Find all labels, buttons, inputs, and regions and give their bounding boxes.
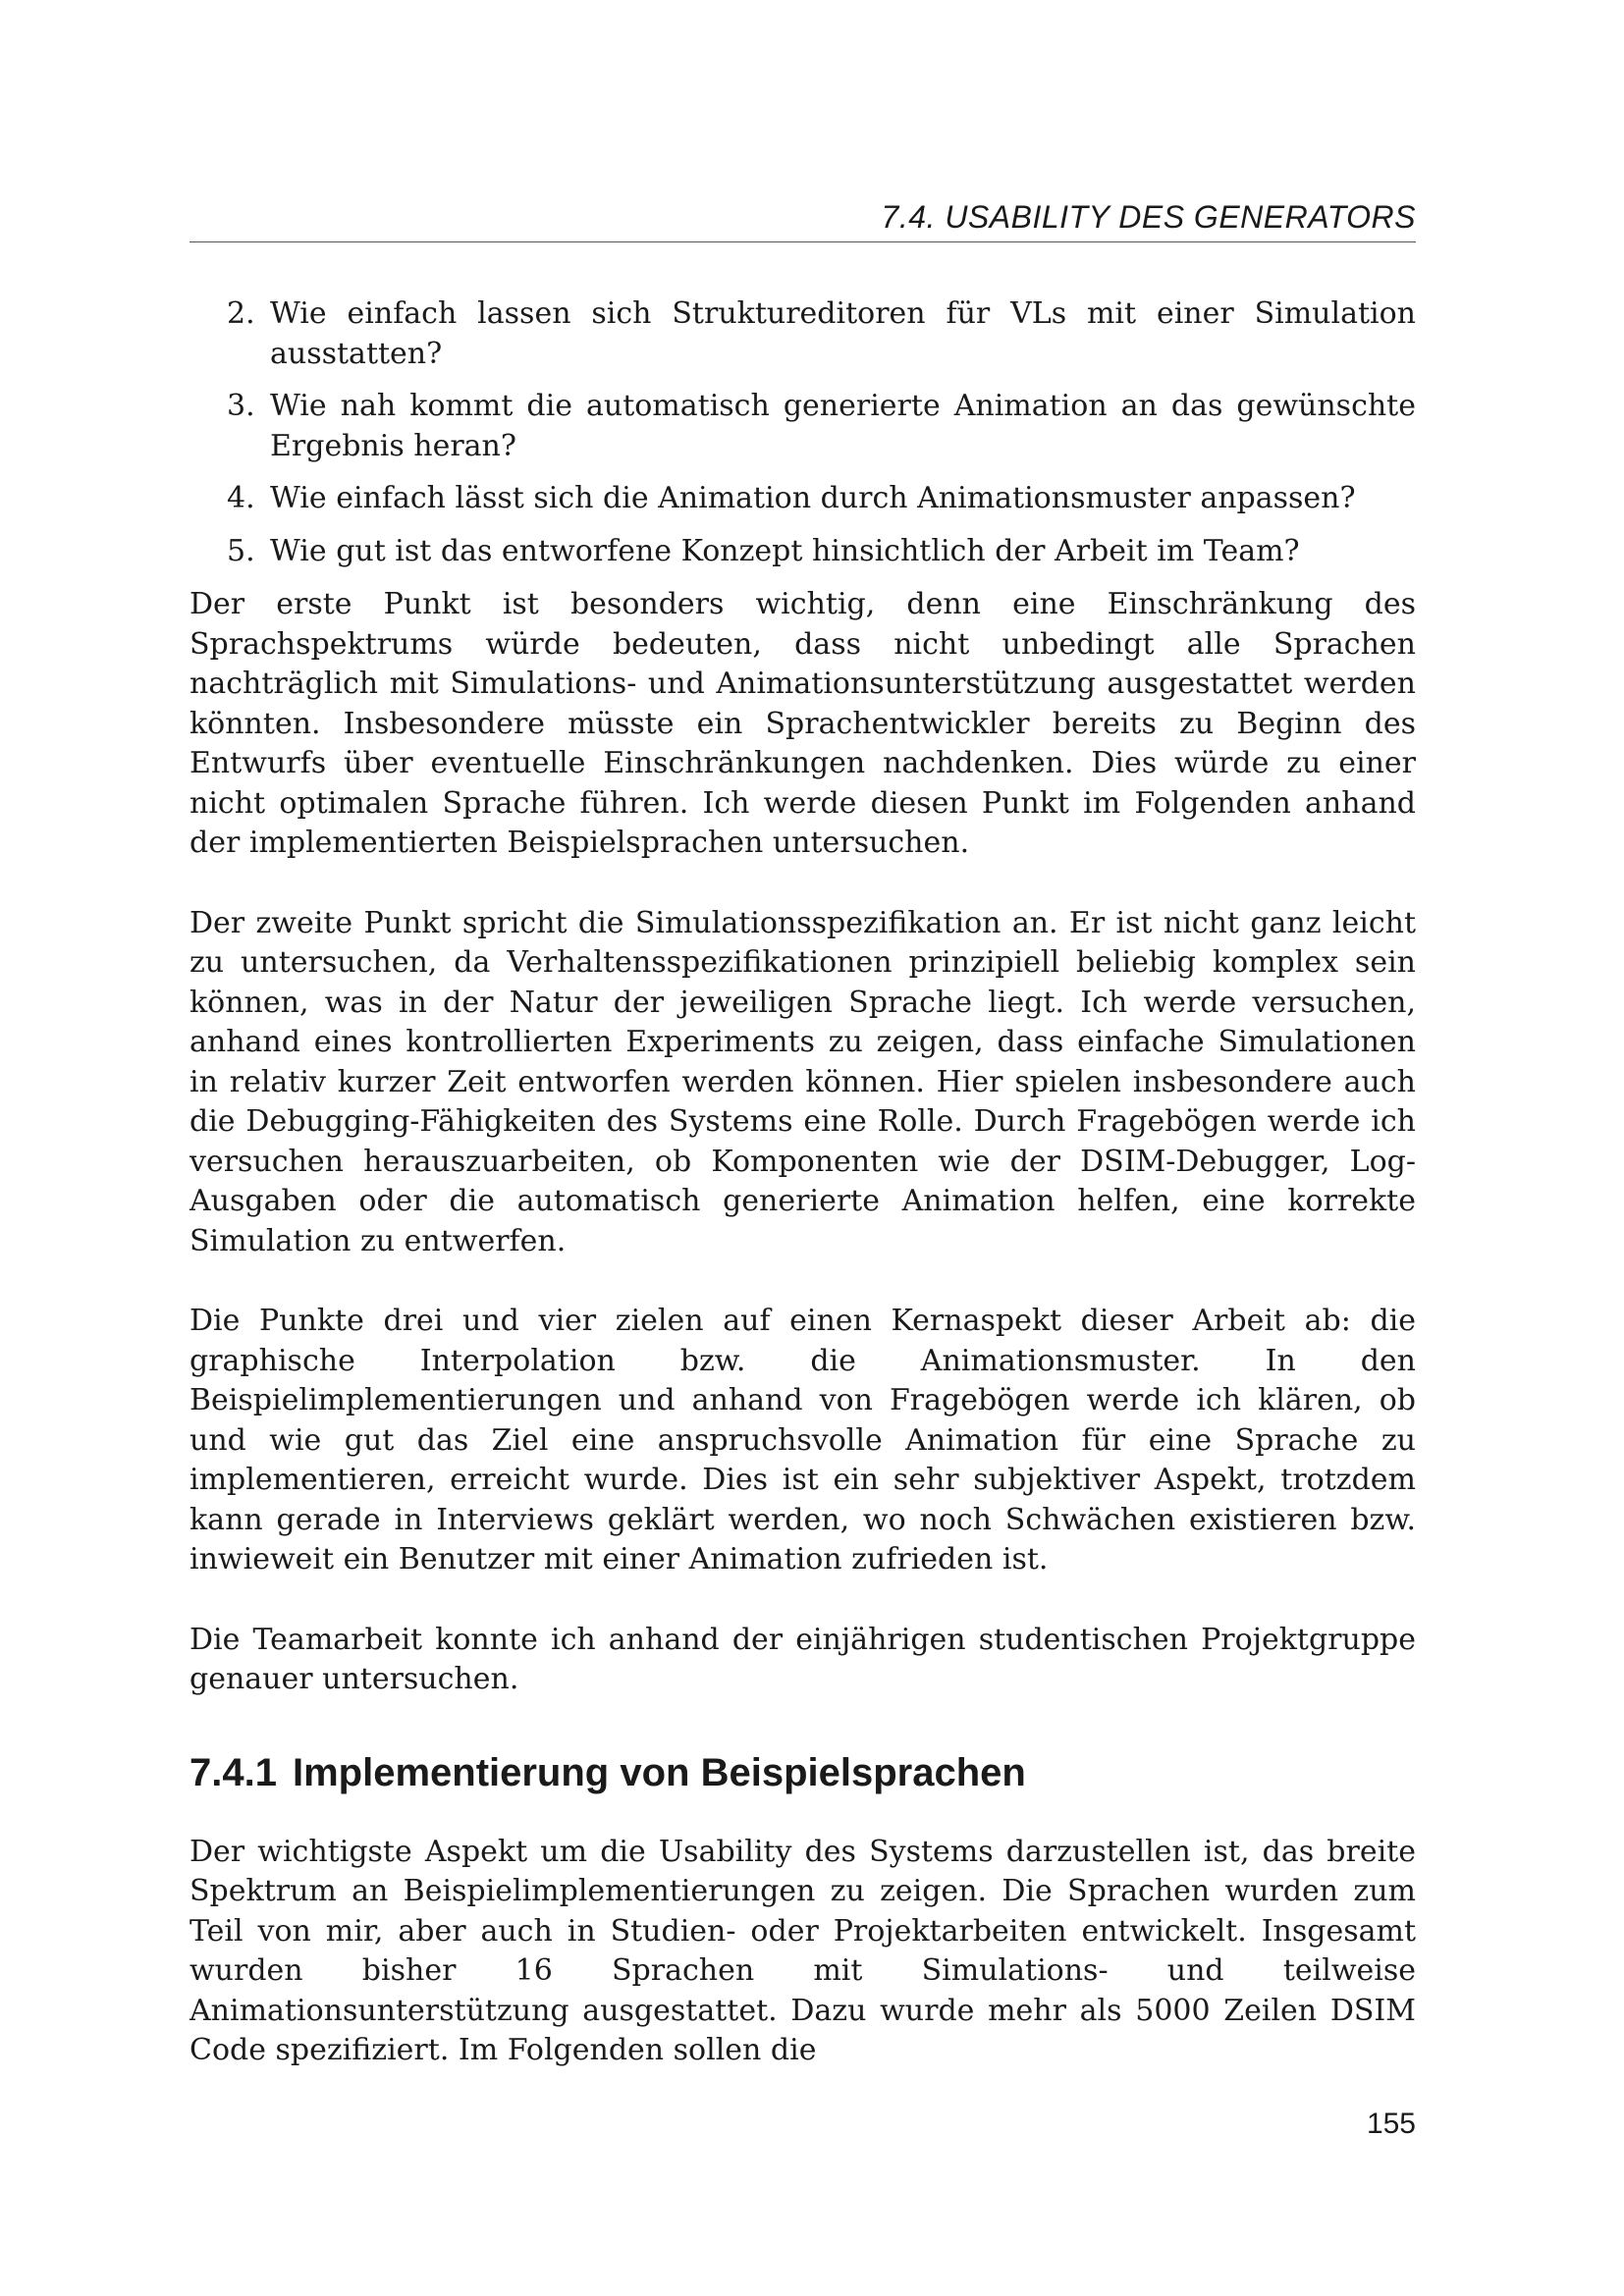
section-paragraph: Der wichtigste Aspekt um die Usability des Systems darzustellen ist, das breite Spektrum an Beispielimplementierungen zu zeigen. Die Sprachen wurden zum Teil von mir, aber auch in Studien- oder Projektarbeiten entwickelt. Insgesamt wurden bisher 16 Sprachen mit Simulations- und teilweise Animationsunterstützung ausgestattet. Dazu wurde mehr als 5000 Zeilen DSIM Code spezifiziert. Im Folgenden sollen die [189,1834,1416,2067]
list-item-number: 2. [227,296,255,331]
section-heading [189,1748,1416,1797]
paragraph-teamwork: Die Teamarbeit konnte ich anhand der einjährigen studentischen Projektgruppe genauer untersuchen. [189,1622,1416,1696]
list-item [189,479,1416,519]
page-content [189,294,1416,2111]
list-item [189,532,1416,572]
list-item-number: 4. [227,481,255,515]
section-number: 7.4.1 [189,1750,277,1794]
list-item-text: Wie nah kommt die automatisch generierte Animation an das gewünschte Ergebnis heran? [270,389,1416,463]
list-item-number: 5. [227,533,255,568]
section-title: Implementierung von Beispielsprachen [292,1750,1026,1794]
page-header [189,192,1416,242]
list-item-text: Wie gut ist das entworfene Konzept hinsichtlich der Arbeit im Team? [270,533,1300,568]
paragraph-first-point: Der erste Punkt ist besonders wichtig, denn eine Einschränkung des Sprachspektrums würde bedeuten, dass nicht unbedingt alle Sprachen nachträglich mit Simulations- und Animationsunterstützung ausgestattet werden könnten. Insbesondere müsste ein Sprachentwickler bereits zu Beginn des Entwurfs über eventuelle Einschränkungen nachdenken. Dies würde zu einer nicht optimalen Sprache führen. Ich werde diesen Punkt im Folgenden anhand der implementierten Beispielsprachen untersuchen. [189,587,1416,860]
paragraph-second-point: Der zweite Punkt spricht die Simulationsspezifikation an. Er ist nicht ganz leicht zu untersuchen, da Verhaltensspezifikationen prinzipiell beliebig komplex sein können, was in der Natur der jeweiligen Sprache liegt. Ich werde versuchen, anhand eines kontrollierten Experiments zu zeigen, dass einfache Simulationen in relativ kurzer Zeit entworfen werden können. Hier spielen insbesondere auch die Debugging-Fähigkeiten des Systems eine Rolle. Durch Fragebögen werde ich versuchen herauszuarbeiten, ob Komponenten wie der DSIM-Debugger, Log-Ausgaben oder die automatisch generierte Animation helfen, eine korrekte Simulation zu entwerfen. [189,905,1416,1258]
paragraph-points-three-four: Die Punkte drei und vier zielen auf einen Kernaspekt dieser Arbeit ab: die graphische Interpolation bzw. die Animationsmuster. In den Beispielimplementierungen und anhand von Fragebögen werde ich klären, ob und wie gut das Ziel eine anspruchsvolle Animation für eine Sprache zu implementieren, erreicht wurde. Dies ist ein sehr subjektiver Aspekt, trotzdem kann gerade in Interviews geklärt werden, wo noch Schwächen existieren bzw. inwieweit ein Benutzer mit einer Animation zufrieden ist. [189,1304,1416,1576]
list-item-number: 3. [227,389,255,423]
list-item-text: Wie einfach lassen sich Struktureditoren für VLs mit einer Simulation ausstatten? [270,296,1416,371]
list-item [189,387,1416,466]
list-item [189,294,1416,374]
list-item-text: Wie einfach lässt sich die Animation durch Animationsmuster anpassen? [270,481,1356,515]
page-number: 155 [1366,2108,1416,2140]
question-list [189,294,1416,571]
running-head: 7.4. USABILITY DES GENERATORS [881,199,1416,235]
